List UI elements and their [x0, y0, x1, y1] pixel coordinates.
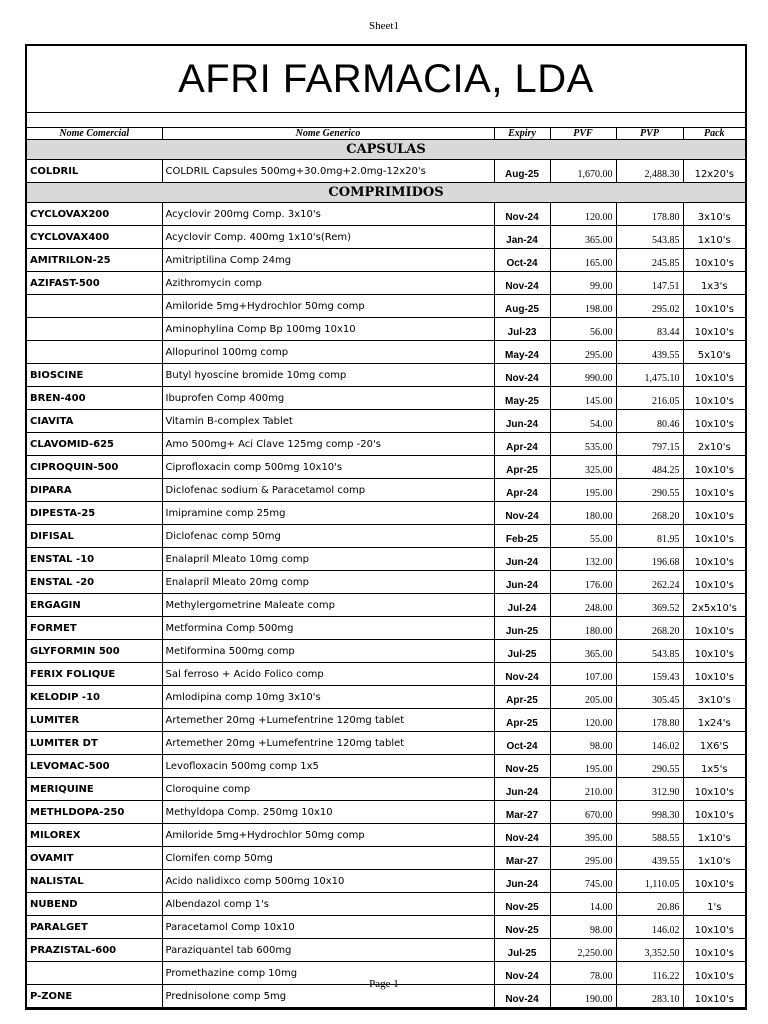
generic-name-cell: COLDRIL Capsules 500mg+30.0mg+2.0mg-12x20's — [162, 160, 494, 183]
brand-name-cell: ENSTAL -20 — [27, 571, 162, 594]
pvf-cell: 365.00 — [550, 640, 616, 663]
brand-name-cell: METHLDOPA-250 — [27, 801, 162, 824]
pack-cell: 10x10's — [683, 617, 745, 640]
generic-name-cell: Prednisolone comp 5mg — [162, 985, 494, 1008]
pvf-cell: 145.00 — [550, 387, 616, 410]
pvf-cell: 98.00 — [550, 916, 616, 939]
brand-name-cell: ERGAGIN — [27, 594, 162, 617]
pvf-cell: 990.00 — [550, 364, 616, 387]
pvf-cell: 210.00 — [550, 778, 616, 801]
table-row — [27, 295, 745, 318]
header-row — [27, 128, 745, 140]
pvf-cell: 99.00 — [550, 272, 616, 295]
generic-name-cell: Albendazol comp 1's — [162, 893, 494, 916]
pvf-cell: 120.00 — [550, 203, 616, 226]
price-list-frame — [25, 44, 747, 1010]
section-header-row — [27, 183, 745, 203]
brand-name-cell: P-ZONE — [27, 985, 162, 1008]
column-header-nome-comercial: Nome Comercial — [27, 128, 162, 140]
table-row — [27, 847, 745, 870]
pvf-cell: 395.00 — [550, 824, 616, 847]
pvp-cell: 216.05 — [616, 387, 683, 410]
brand-name-cell: LEVOMAC-500 — [27, 755, 162, 778]
table-row — [27, 594, 745, 617]
pvp-cell: 290.55 — [616, 755, 683, 778]
generic-name-cell: Allopurinol 100mg comp — [162, 341, 494, 364]
expiry-cell: Aug-25 — [494, 160, 550, 183]
page-title: AFRI FARMACIA, LDA — [27, 46, 745, 113]
sheet-name: Sheet1 — [369, 20, 399, 32]
table-row — [27, 778, 745, 801]
brand-name-cell: NALISTAL — [27, 870, 162, 893]
expiry-cell: Apr-25 — [494, 709, 550, 732]
column-header-nome-generico: Nome Generico — [162, 128, 494, 140]
pack-cell: 10x10's — [683, 318, 745, 341]
generic-name-cell: Enalapril Mleato 20mg comp — [162, 571, 494, 594]
pvf-cell: 248.00 — [550, 594, 616, 617]
pack-cell: 10x10's — [683, 962, 745, 985]
table-row — [27, 686, 745, 709]
pvp-cell: 484.25 — [616, 456, 683, 479]
generic-name-cell: Methyldopa Comp. 250mg 10x10 — [162, 801, 494, 824]
table-row — [27, 160, 745, 183]
generic-name-cell: Ciprofloxacin comp 500mg 10x10's — [162, 456, 494, 479]
pvp-cell: 283.10 — [616, 985, 683, 1008]
pvp-cell: 20.86 — [616, 893, 683, 916]
generic-name-cell: Amlodipina comp 10mg 3x10's — [162, 686, 494, 709]
expiry-cell: Jun-24 — [494, 410, 550, 433]
table-row — [27, 824, 745, 847]
pvp-cell: 369.52 — [616, 594, 683, 617]
expiry-cell: Nov-24 — [494, 962, 550, 985]
column-header-pack: Pack — [683, 128, 745, 140]
brand-name-cell: ENSTAL -10 — [27, 548, 162, 571]
pvp-cell: 159.43 — [616, 663, 683, 686]
table-row — [27, 479, 745, 502]
pvp-cell: 439.55 — [616, 847, 683, 870]
brand-name-cell: FERIX FOLIQUE — [27, 663, 162, 686]
brand-name-cell: NUBEND — [27, 893, 162, 916]
pack-cell: 10x10's — [683, 502, 745, 525]
expiry-cell: Nov-24 — [494, 824, 550, 847]
brand-name-cell: GLYFORMIN 500 — [27, 640, 162, 663]
pvf-cell: 2,250.00 — [550, 939, 616, 962]
pvf-cell: 55.00 — [550, 525, 616, 548]
brand-name-cell: CLAVOMID-625 — [27, 433, 162, 456]
brand-name-cell: FORMET — [27, 617, 162, 640]
pvf-cell: 325.00 — [550, 456, 616, 479]
pvp-cell: 3,352.50 — [616, 939, 683, 962]
pack-cell: 12x20's — [683, 160, 745, 183]
brand-name-cell: COLDRIL — [27, 160, 162, 183]
generic-name-cell: Imipramine comp 25mg — [162, 502, 494, 525]
expiry-cell: Oct-24 — [494, 249, 550, 272]
generic-name-cell: Acido nalidixco comp 500mg 10x10 — [162, 870, 494, 893]
pack-cell: 1x24's — [683, 709, 745, 732]
pack-cell: 10x10's — [683, 295, 745, 318]
pack-cell: 1x10's — [683, 824, 745, 847]
pvf-cell: 78.00 — [550, 962, 616, 985]
table-row — [27, 387, 745, 410]
generic-name-cell: Metformina Comp 500mg — [162, 617, 494, 640]
generic-name-cell: Azithromycin comp — [162, 272, 494, 295]
generic-name-cell: Artemether 20mg +Lumefentrine 120mg tablet — [162, 709, 494, 732]
pvf-cell: 195.00 — [550, 479, 616, 502]
pvp-cell: 2,488.30 — [616, 160, 683, 183]
pvp-cell: 1,475.10 — [616, 364, 683, 387]
expiry-cell: Jun-24 — [494, 778, 550, 801]
generic-name-cell: Diclofenac sodium & Paracetamol comp — [162, 479, 494, 502]
table-row — [27, 801, 745, 824]
generic-name-cell: Artemether 20mg +Lumefentrine 120mg tablet — [162, 732, 494, 755]
pvp-cell: 178.80 — [616, 203, 683, 226]
pvp-cell: 295.02 — [616, 295, 683, 318]
pvf-cell: 14.00 — [550, 893, 616, 916]
column-header-pvp: PVP — [616, 128, 683, 140]
expiry-cell: Apr-24 — [494, 433, 550, 456]
generic-name-cell: Vitamin B-complex Tablet — [162, 410, 494, 433]
pvp-cell: 290.55 — [616, 479, 683, 502]
section-title: COMPRIMIDOS — [27, 183, 745, 203]
pvf-cell: 365.00 — [550, 226, 616, 249]
pvp-cell: 83.44 — [616, 318, 683, 341]
expiry-cell: Apr-24 — [494, 479, 550, 502]
pack-cell: 10x10's — [683, 479, 745, 502]
pvf-cell: 195.00 — [550, 755, 616, 778]
brand-name-cell: BREN-400 — [27, 387, 162, 410]
pvf-cell: 535.00 — [550, 433, 616, 456]
table-row — [27, 203, 745, 226]
expiry-cell: Mar-27 — [494, 847, 550, 870]
table-row — [27, 525, 745, 548]
generic-name-cell: Butyl hyoscine bromide 10mg comp — [162, 364, 494, 387]
generic-name-cell: Aminophylina Comp Bp 100mg 10x10 — [162, 318, 494, 341]
brand-name-cell: MERIQUINE — [27, 778, 162, 801]
generic-name-cell: Amiloride 5mg+Hydrochlor 50mg comp — [162, 295, 494, 318]
brand-name-cell: AZIFAST-500 — [27, 272, 162, 295]
pvf-cell: 670.00 — [550, 801, 616, 824]
expiry-cell: Jul-25 — [494, 939, 550, 962]
pvp-cell: 312.90 — [616, 778, 683, 801]
pvf-cell: 745.00 — [550, 870, 616, 893]
pack-cell: 10x10's — [683, 985, 745, 1008]
expiry-cell: Nov-24 — [494, 364, 550, 387]
expiry-cell: Nov-24 — [494, 985, 550, 1008]
table-body — [27, 140, 745, 1008]
generic-name-cell: Clomifen comp 50mg — [162, 847, 494, 870]
pack-cell: 10x10's — [683, 870, 745, 893]
table-row — [27, 249, 745, 272]
brand-name-cell: LUMITER — [27, 709, 162, 732]
pack-cell: 10x10's — [683, 640, 745, 663]
pack-cell: 1x5's — [683, 755, 745, 778]
expiry-cell: May-25 — [494, 387, 550, 410]
pack-cell: 1's — [683, 893, 745, 916]
pvf-cell: 165.00 — [550, 249, 616, 272]
generic-name-cell: Promethazine comp 10mg — [162, 962, 494, 985]
pvp-cell: 998.30 — [616, 801, 683, 824]
pvp-cell: 543.85 — [616, 226, 683, 249]
generic-name-cell: Diclofenac comp 50mg — [162, 525, 494, 548]
pvp-cell: 588.55 — [616, 824, 683, 847]
expiry-cell: Jan-24 — [494, 226, 550, 249]
pack-cell: 3x10's — [683, 686, 745, 709]
expiry-cell: Jul-23 — [494, 318, 550, 341]
table-row — [27, 433, 745, 456]
table-row — [27, 755, 745, 778]
brand-name-cell — [27, 295, 162, 318]
pvf-cell: 198.00 — [550, 295, 616, 318]
pack-cell: 1x10's — [683, 226, 745, 249]
table-row — [27, 663, 745, 686]
pack-cell: 10x10's — [683, 548, 745, 571]
generic-name-cell: Methylergometrine Maleate comp — [162, 594, 494, 617]
pack-cell: 10x10's — [683, 778, 745, 801]
pvf-cell: 295.00 — [550, 847, 616, 870]
pvp-cell: 116.22 — [616, 962, 683, 985]
generic-name-cell: Amitriptilina Comp 24mg — [162, 249, 494, 272]
pack-cell: 10x10's — [683, 364, 745, 387]
expiry-cell: Feb-25 — [494, 525, 550, 548]
brand-name-cell: DIPESTA-25 — [27, 502, 162, 525]
column-header-pvf: PVF — [550, 128, 616, 140]
expiry-cell: Nov-24 — [494, 203, 550, 226]
expiry-cell: Apr-25 — [494, 686, 550, 709]
table-row — [27, 939, 745, 962]
brand-name-cell: BIOSCINE — [27, 364, 162, 387]
pvf-cell: 176.00 — [550, 571, 616, 594]
table-row — [27, 318, 745, 341]
table-row — [27, 364, 745, 387]
table-row — [27, 916, 745, 939]
brand-name-cell: DIFISAL — [27, 525, 162, 548]
pvf-cell: 98.00 — [550, 732, 616, 755]
expiry-cell: Jul-25 — [494, 640, 550, 663]
price-table — [27, 128, 745, 1008]
generic-name-cell: Amo 500mg+ Aci Clave 125mg comp -20's — [162, 433, 494, 456]
title-spacer-row — [27, 113, 745, 128]
brand-name-cell: PARALGET — [27, 916, 162, 939]
pvp-cell: 81.95 — [616, 525, 683, 548]
expiry-cell: Nov-24 — [494, 272, 550, 295]
table-row — [27, 617, 745, 640]
expiry-cell: Jun-24 — [494, 870, 550, 893]
pvp-cell: 268.20 — [616, 502, 683, 525]
generic-name-cell: Levofloxacin 500mg comp 1x5 — [162, 755, 494, 778]
pvf-cell: 180.00 — [550, 502, 616, 525]
section-title: CAPSULAS — [27, 140, 745, 160]
pack-cell: 10x10's — [683, 801, 745, 824]
expiry-cell: Nov-24 — [494, 663, 550, 686]
brand-name-cell: DIPARA — [27, 479, 162, 502]
pvp-cell: 262.24 — [616, 571, 683, 594]
page-number: Page 1 — [369, 978, 399, 990]
pvf-cell: 56.00 — [550, 318, 616, 341]
pvp-cell: 146.02 — [616, 732, 683, 755]
expiry-cell: Mar-27 — [494, 801, 550, 824]
table-row — [27, 548, 745, 571]
expiry-cell: Jun-25 — [494, 617, 550, 640]
table-row — [27, 709, 745, 732]
expiry-cell: May-24 — [494, 341, 550, 364]
table-row — [27, 893, 745, 916]
pvf-cell: 190.00 — [550, 985, 616, 1008]
pvf-cell: 295.00 — [550, 341, 616, 364]
table-row — [27, 640, 745, 663]
pvp-cell: 305.45 — [616, 686, 683, 709]
generic-name-cell: Enalapril Mleato 10mg comp — [162, 548, 494, 571]
table-row — [27, 870, 745, 893]
generic-name-cell: Paracetamol Comp 10x10 — [162, 916, 494, 939]
brand-name-cell: CYCLOVAX400 — [27, 226, 162, 249]
column-header-expiry: Expiry — [494, 128, 550, 140]
pack-cell: 10x10's — [683, 456, 745, 479]
pvf-cell: 180.00 — [550, 617, 616, 640]
pvp-cell: 439.55 — [616, 341, 683, 364]
pack-cell: 3x10's — [683, 203, 745, 226]
table-row — [27, 341, 745, 364]
pack-cell: 5x10's — [683, 341, 745, 364]
pvp-cell: 797.15 — [616, 433, 683, 456]
expiry-cell: Nov-25 — [494, 893, 550, 916]
pvp-cell: 543.85 — [616, 640, 683, 663]
pvp-cell: 1,110.05 — [616, 870, 683, 893]
expiry-cell: Aug-25 — [494, 295, 550, 318]
table-row — [27, 502, 745, 525]
pvf-cell: 120.00 — [550, 709, 616, 732]
brand-name-cell: MILOREX — [27, 824, 162, 847]
table-row — [27, 226, 745, 249]
pack-cell: 1x3's — [683, 272, 745, 295]
brand-name-cell: CYCLOVAX200 — [27, 203, 162, 226]
pvf-cell: 54.00 — [550, 410, 616, 433]
brand-name-cell: LUMITER DT — [27, 732, 162, 755]
generic-name-cell: Amiloride 5mg+Hydrochlor 50mg comp — [162, 824, 494, 847]
pvf-cell: 1,670.00 — [550, 160, 616, 183]
section-header-row — [27, 140, 745, 160]
table-row — [27, 456, 745, 479]
expiry-cell: Jul-24 — [494, 594, 550, 617]
generic-name-cell: Metiformina 500mg comp — [162, 640, 494, 663]
pvp-cell: 196.68 — [616, 548, 683, 571]
pvf-cell: 205.00 — [550, 686, 616, 709]
expiry-cell: Apr-25 — [494, 456, 550, 479]
pack-cell: 10x10's — [683, 939, 745, 962]
pack-cell: 2x5x10's — [683, 594, 745, 617]
generic-name-cell: Acyclovir Comp. 400mg 1x10's(Rem) — [162, 226, 494, 249]
table-row — [27, 272, 745, 295]
brand-name-cell: OVAMIT — [27, 847, 162, 870]
expiry-cell: Nov-25 — [494, 755, 550, 778]
pvp-cell: 245.85 — [616, 249, 683, 272]
table-row — [27, 410, 745, 433]
pack-cell: 10x10's — [683, 387, 745, 410]
pvp-cell: 146.02 — [616, 916, 683, 939]
pack-cell: 10x10's — [683, 663, 745, 686]
pack-cell: 1X6'S — [683, 732, 745, 755]
pack-cell: 10x10's — [683, 525, 745, 548]
pack-cell: 10x10's — [683, 410, 745, 433]
expiry-cell: Jun-24 — [494, 571, 550, 594]
generic-name-cell: Cloroquine comp — [162, 778, 494, 801]
table-row — [27, 571, 745, 594]
brand-name-cell — [27, 341, 162, 364]
pvp-cell: 178.80 — [616, 709, 683, 732]
brand-name-cell: KELODIP -10 — [27, 686, 162, 709]
pack-cell: 10x10's — [683, 249, 745, 272]
generic-name-cell: Sal ferroso + Acido Folico comp — [162, 663, 494, 686]
pvp-cell: 268.20 — [616, 617, 683, 640]
pack-cell: 10x10's — [683, 916, 745, 939]
generic-name-cell: Paraziquantel tab 600mg — [162, 939, 494, 962]
brand-name-cell: CIPROQUIN-500 — [27, 456, 162, 479]
pvf-cell: 107.00 — [550, 663, 616, 686]
brand-name-cell: CIAVITA — [27, 410, 162, 433]
generic-name-cell: Ibuprofen Comp 400mg — [162, 387, 494, 410]
brand-name-cell: AMITRILON-25 — [27, 249, 162, 272]
brand-name-cell: PRAZISTAL-600 — [27, 939, 162, 962]
pack-cell: 1x10's — [683, 847, 745, 870]
pack-cell: 2x10's — [683, 433, 745, 456]
pvf-cell: 132.00 — [550, 548, 616, 571]
pack-cell: 10x10's — [683, 571, 745, 594]
pvp-cell: 80.46 — [616, 410, 683, 433]
table-row — [27, 732, 745, 755]
generic-name-cell: Acyclovir 200mg Comp. 3x10's — [162, 203, 494, 226]
brand-name-cell — [27, 318, 162, 341]
expiry-cell: Nov-24 — [494, 502, 550, 525]
expiry-cell: Oct-24 — [494, 732, 550, 755]
expiry-cell: Jun-24 — [494, 548, 550, 571]
pvp-cell: 147.51 — [616, 272, 683, 295]
expiry-cell: Nov-25 — [494, 916, 550, 939]
